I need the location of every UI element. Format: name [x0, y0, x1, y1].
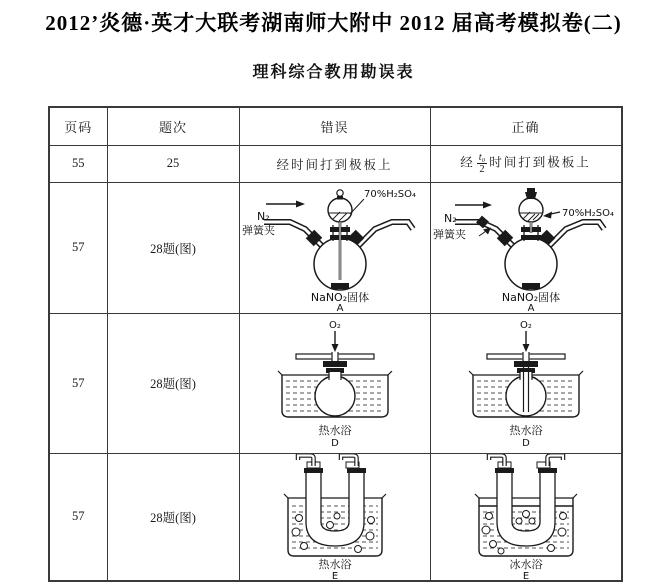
cell-page: 57: [49, 313, 107, 453]
table-row-4: [49, 453, 622, 581]
apparatus-letter: E: [522, 570, 529, 580]
errata-table: [48, 106, 623, 582]
page-title: 2012’炎德·英才大联考湖南师大附中 2012 届高考模拟卷(二): [45, 11, 622, 35]
acid-pointer-arrow: [543, 212, 560, 219]
cell-page: 57: [49, 453, 107, 581]
header-row: [49, 107, 622, 145]
table-row-1: [49, 145, 622, 182]
cell-error-diagram: [239, 182, 430, 313]
correct-prefix: 经: [460, 155, 475, 170]
gas-flow-arrow: [331, 331, 338, 352]
gas-flow-arrow: [522, 331, 529, 352]
cell-correct-diagram: [430, 182, 622, 313]
cell-correct-diagram: [430, 453, 622, 581]
apparatus-letter: A: [527, 303, 534, 312]
flask-in-bath: [469, 352, 583, 417]
apparatus-e-correct-diagram: [431, 454, 621, 580]
cell-correct-text: [430, 145, 622, 182]
solid-label: NaNO₂固体: [501, 291, 560, 304]
o2-label: O₂: [328, 320, 341, 331]
gas-flow-arrow: [266, 201, 305, 208]
apparatus-letter: D: [330, 438, 339, 449]
cell-question: 28题(图): [107, 453, 239, 581]
acid-label: 70%H₂SO₄: [561, 208, 614, 219]
apparatus-letter: E: [331, 570, 338, 580]
acid-label: 70%H₂SO₄: [363, 189, 416, 200]
header-cell-correct: 正确: [430, 107, 622, 145]
header-cell-error: 错误: [239, 107, 430, 145]
cell-question: 28题(图): [107, 313, 239, 453]
cell-question: 28题(图): [107, 182, 239, 313]
o2-label: O₂: [519, 320, 532, 331]
clip-pointer-arrow: [479, 228, 491, 237]
flask-and-tubes: [264, 190, 413, 290]
flask-in-bath: [278, 352, 392, 417]
cell-page: 55: [49, 145, 107, 182]
cell-correct-diagram: [430, 313, 622, 453]
apparatus-d-error-diagram: [240, 317, 430, 449]
page-subtitle: 理科综合教用勘误表: [252, 64, 415, 81]
n2-label: N₂: [256, 210, 270, 223]
solid-label: NaNO₂固体: [310, 291, 369, 304]
table-row-3: [49, 313, 622, 453]
apparatus-letter: A: [336, 303, 343, 312]
fraction-t0-over-2: $\frac{\text{t₀}}{2}$: [478, 151, 486, 175]
cell-error-text: 经时间打到极板上: [239, 145, 430, 182]
correct-suffix: 时间打到极板上: [489, 155, 591, 170]
bath-label: 热水浴: [318, 424, 351, 437]
header-cell-question: 题次: [107, 107, 239, 145]
cell-error-diagram: [239, 453, 430, 581]
u-tube-in-bath: [475, 455, 577, 556]
n2-label: N₂: [443, 212, 457, 225]
spring-clip-label: 弹簧夹: [241, 224, 275, 237]
apparatus-letter: D: [521, 438, 530, 449]
apparatus-e-error-diagram: [240, 454, 430, 580]
header-cell-page: 页码: [49, 107, 107, 145]
flask-and-tubes: [455, 188, 604, 290]
bath-label: 热水浴: [318, 557, 351, 571]
apparatus-a-error-diagram: [240, 183, 430, 312]
cell-question: 25: [107, 145, 239, 182]
u-tube-in-bath: [284, 455, 386, 556]
apparatus-d-correct-diagram: [431, 317, 621, 449]
apparatus-a-correct-diagram: [431, 183, 621, 312]
cell-error-diagram: [239, 313, 430, 453]
table-row-2: [49, 182, 622, 313]
cell-page: 57: [49, 182, 107, 313]
bath-label: 冰水浴: [509, 557, 542, 571]
bath-label: 热水浴: [509, 424, 542, 437]
gas-flow-arrow: [455, 202, 492, 209]
spring-clip-label: 弹簧夹: [432, 228, 466, 241]
